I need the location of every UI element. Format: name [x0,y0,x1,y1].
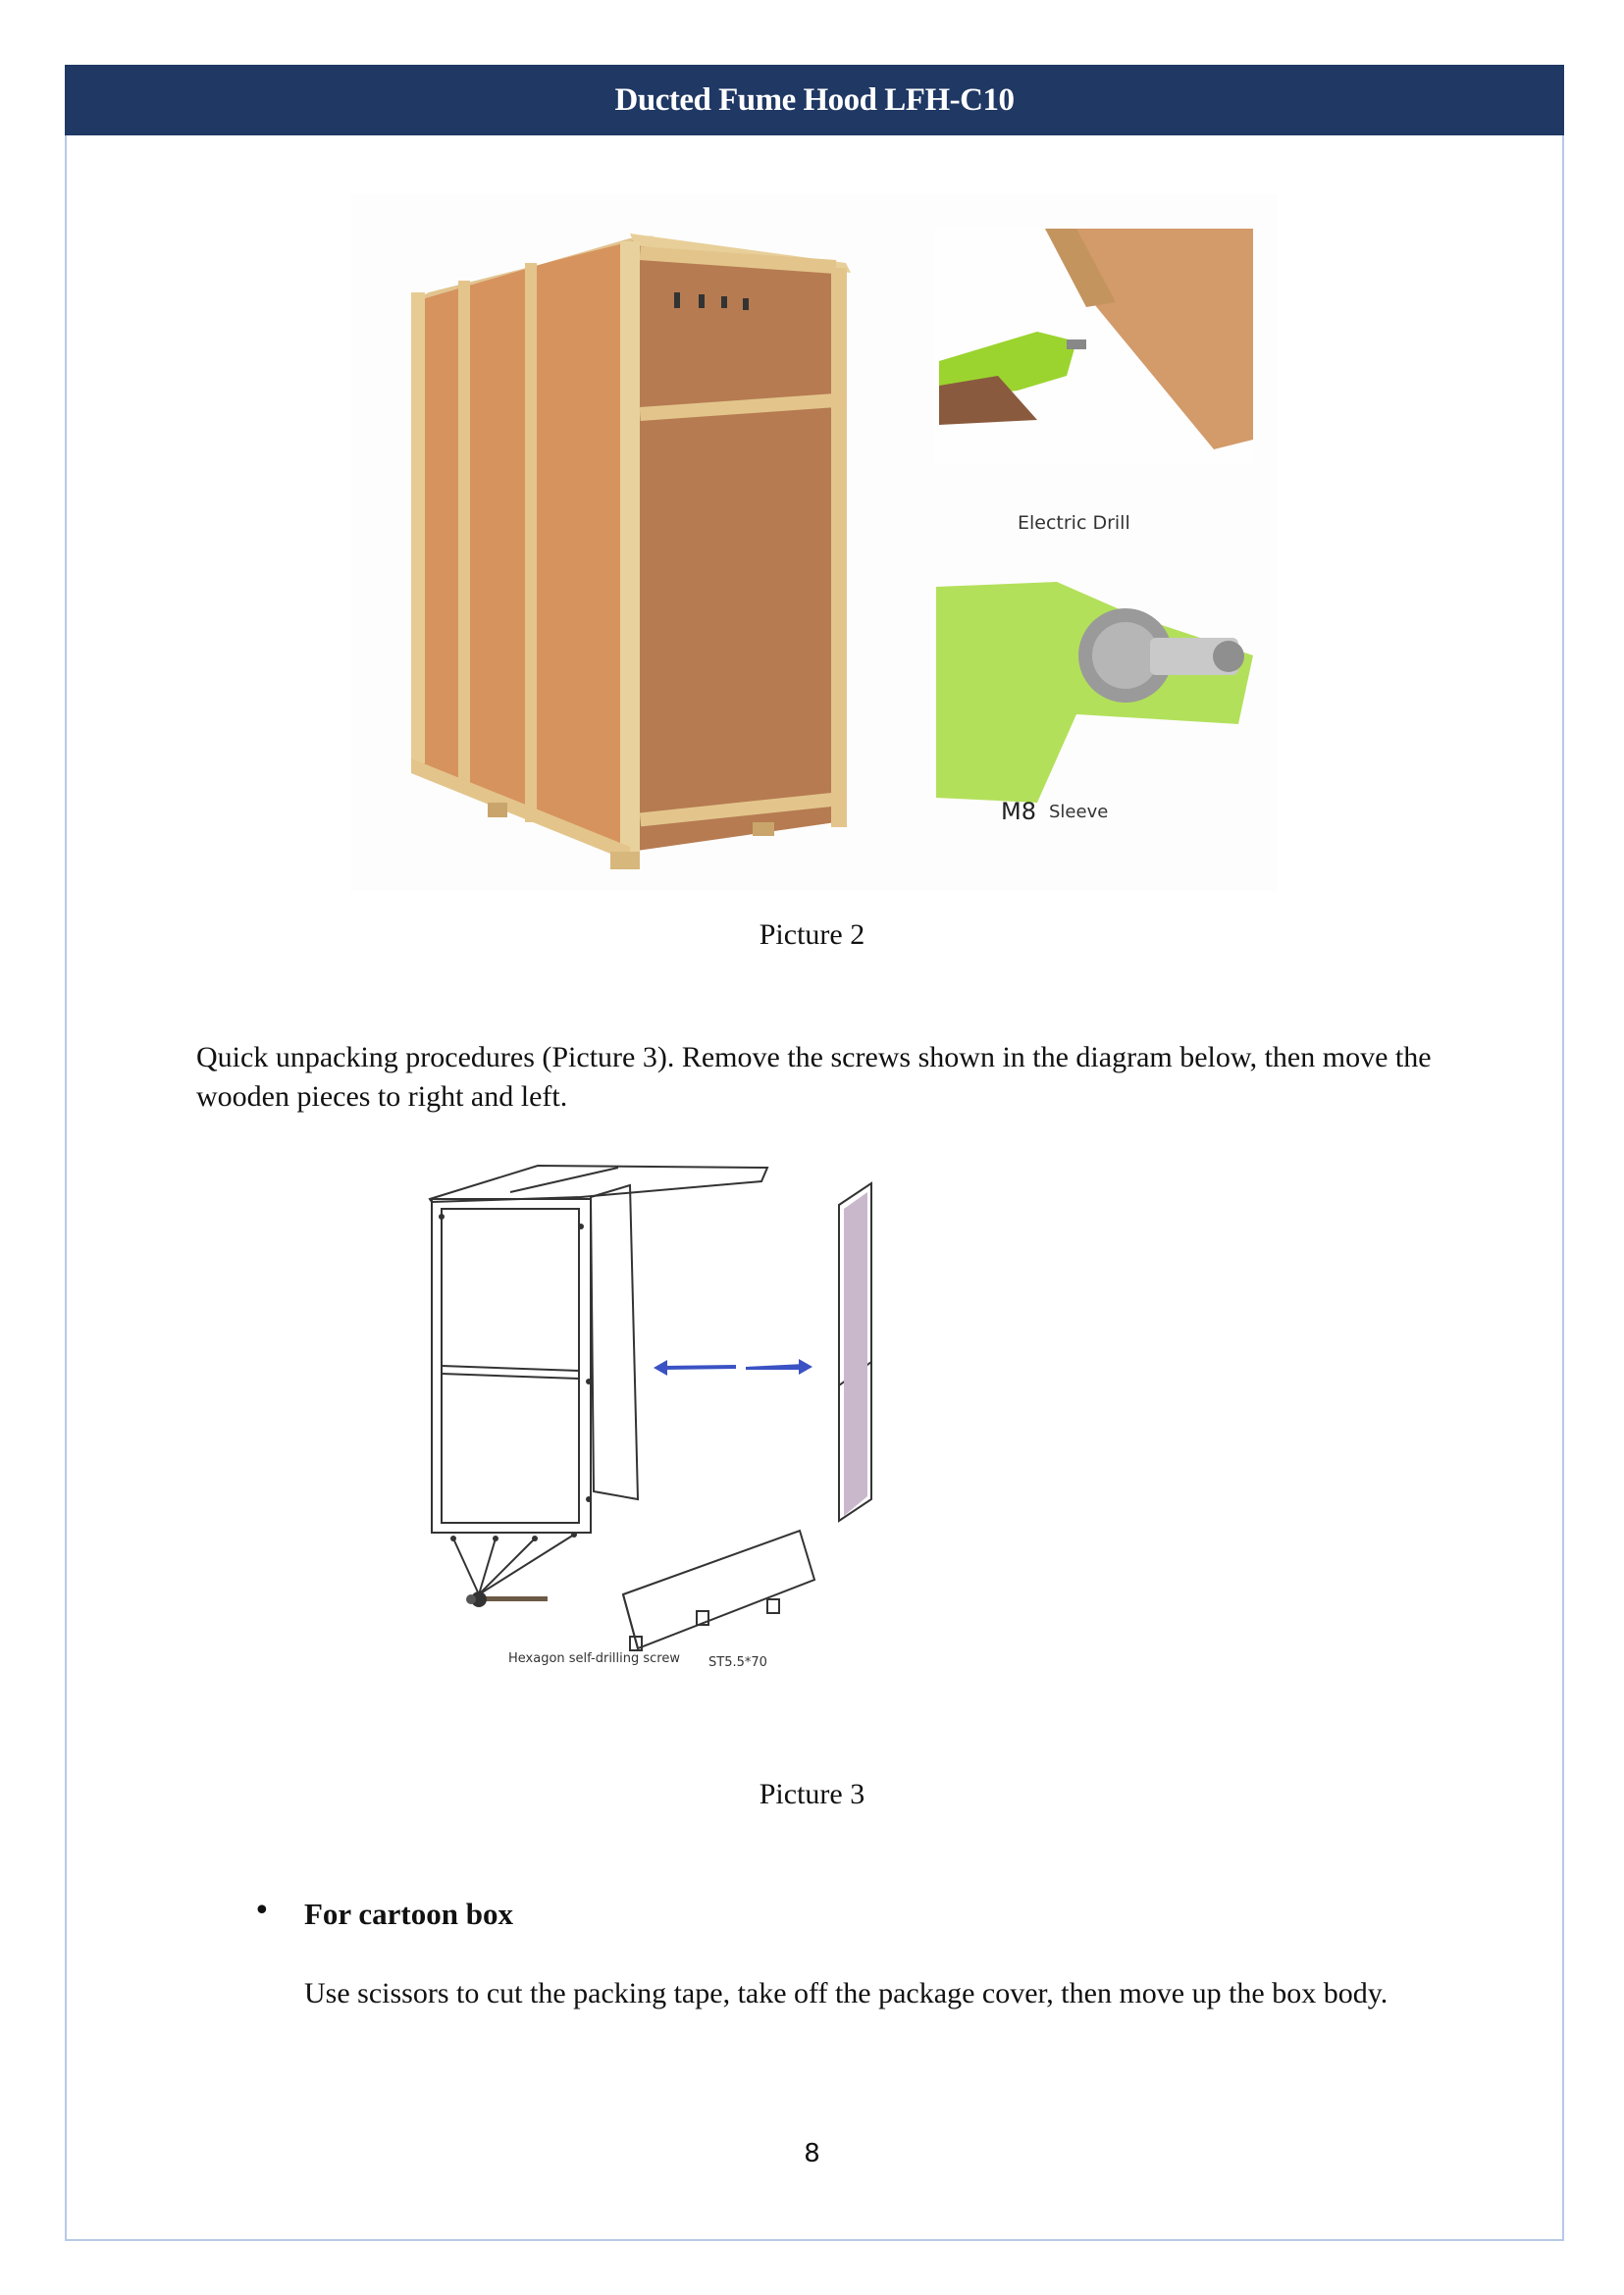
picture-3-figure [402,1138,1217,1697]
section-heading-carton-box: For cartoon box [304,1897,513,1931]
page-number: 8 [804,2139,820,2168]
document-title: Ducted Fume Hood LFH-C10 [614,81,1015,118]
sleeve-size-label: M8 [1001,798,1036,825]
bullet-marker: • [253,1894,271,1928]
header-bar [65,65,1564,135]
screw-type-label: Hexagon self-drilling screw [508,1651,680,1666]
picture-3-caption: Picture 3 [759,1778,865,1810]
carton-box-instructions: Use scissors to cut the packing tape, take off the package cover, then move up the box body. [304,1977,1388,2009]
electric-drill-label: Electric Drill [1018,512,1130,534]
unpacking-instructions: Quick unpacking procedures (Picture 3). Remove the screws shown in the diagram below, then move the wooden pieces to right and left. [196,1041,1432,1113]
picture-2-caption: Picture 2 [759,918,865,951]
wooden-crate-photo [350,194,1278,891]
sleeve-label: Sleeve [1049,802,1109,822]
crate-disassembly-diagram [402,1138,1217,1697]
screw-spec-label: ST5.5*70 [708,1655,767,1670]
picture-2-figure [350,194,1278,891]
